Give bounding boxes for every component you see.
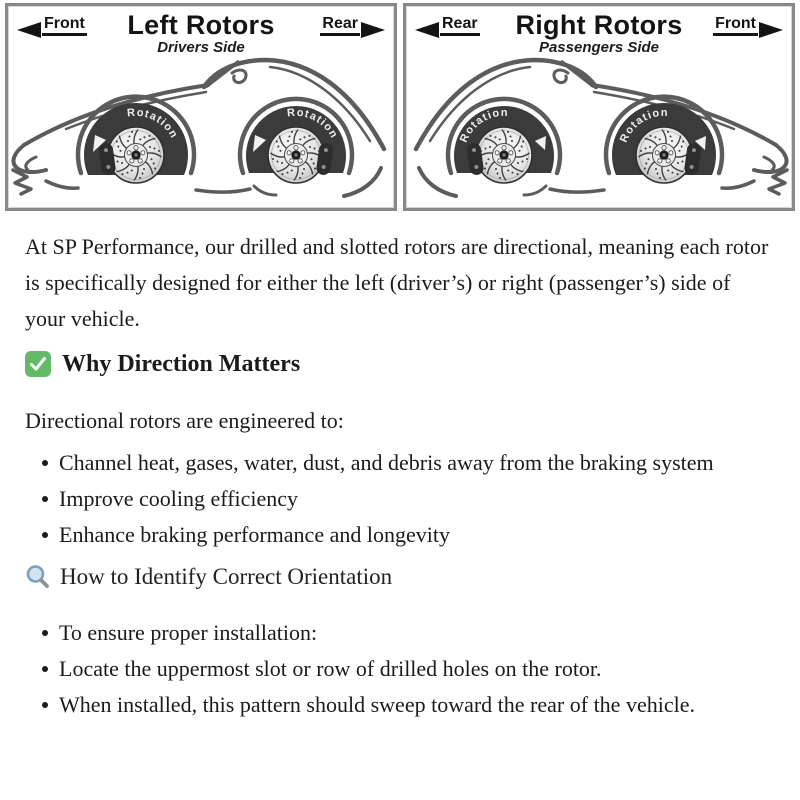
arrow-left-icon (17, 22, 41, 38)
right-panel-header (406, 6, 792, 58)
right-panel-title: Right Rotors (515, 10, 683, 40)
rotation-label: Rotation (617, 106, 669, 145)
rotation-label: Rotation (126, 106, 181, 141)
section-heading-text: How to Identify Correct Orientation (60, 564, 393, 589)
left-rotors-panel (5, 3, 397, 211)
list-item: Improve cooling efficiency (25, 481, 772, 517)
car-illustration-passengers-side (406, 55, 792, 207)
section-heading-identify-orientation (25, 562, 772, 592)
front-direction-right (713, 15, 783, 38)
rotor-orientation-diagram (0, 0, 800, 211)
article-body (0, 211, 800, 723)
arrow-left-icon (415, 22, 439, 38)
car-illustration-drivers-side (8, 55, 394, 207)
front-label: Front (713, 15, 758, 36)
rear-direction-right (320, 15, 385, 38)
arrow-right-icon (361, 22, 385, 38)
left-panel-header (8, 6, 394, 58)
list-item: Channel heat, gases, water, dust, and debris away from the braking system (25, 445, 772, 481)
check-mark-icon (25, 351, 51, 377)
rear-label: Rear (320, 15, 360, 36)
magnifying-glass-icon (25, 564, 51, 590)
arrow-right-icon (759, 22, 783, 38)
rear-label: Rear (440, 15, 480, 36)
left-panel-title: Left Rotors (127, 10, 275, 40)
rotation-label: Rotation (286, 106, 341, 141)
benefits-list (25, 445, 772, 553)
lead-sentence: Directional rotors are engineered to: (25, 408, 344, 433)
intro-paragraph: At SP Performance, our drilled and slotted rotors are directional, meaning each rotor is specifically designed for either the left (driver’s) or right (passenger’s) side of your vehicle. (25, 234, 769, 331)
front-direction-left (17, 15, 87, 38)
list-item: Enhance braking performance and longevity (25, 517, 772, 553)
list-item: Locate the uppermost slot or row of drilled holes on the rotor. (25, 651, 772, 687)
front-label: Front (42, 15, 87, 36)
rotation-label: Rotation (457, 106, 509, 145)
left-panel-subtitle: Drivers Side (157, 39, 245, 56)
list-item: When installed, this pattern should sweep toward the rear of the vehicle. (25, 687, 772, 723)
section-heading-why-direction-matters (25, 349, 772, 379)
orientation-steps-list (25, 615, 772, 723)
right-panel-subtitle: Passengers Side (538, 39, 660, 56)
rear-direction-left (415, 15, 480, 38)
right-rotors-panel (403, 3, 795, 211)
section-heading-text: Why Direction Matters (62, 351, 301, 377)
list-item: To ensure proper installation: (25, 615, 772, 651)
